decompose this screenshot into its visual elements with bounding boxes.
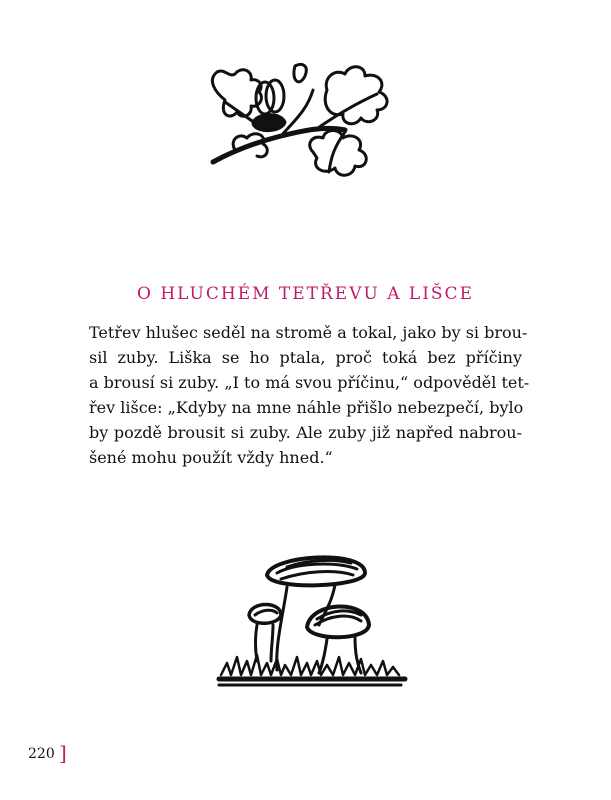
story-text <box>89 320 530 470</box>
story-line: sil zuby. Liška se ho ptala, proč toká bez příčiny <box>89 348 522 367</box>
chapter-title: O HLUCHÉM TETŘEVU A LIŠCE <box>137 284 474 304</box>
story-line: a brousí si zuby. „I to má svou příčinu,“ odpověděl tet- <box>89 373 530 392</box>
story-line: by pozdě brousit si zuby. Ale zuby již napřed nabrou- <box>89 423 522 442</box>
mushrooms-icon <box>215 545 410 695</box>
story-line: řev lišce: „Kdyby na mne náhle přišlo nebezpečí, bylo <box>89 398 524 417</box>
story-line: šené mohu použít vždy hned.“ <box>89 448 333 467</box>
page-number: 220 <box>28 746 55 762</box>
oak-leaves-acorn-icon <box>195 60 405 185</box>
story-line: Tetřev hlušec seděl na stromě a tokal, jako by si brou- <box>89 323 528 342</box>
page-number-bracket: ] <box>59 741 67 765</box>
